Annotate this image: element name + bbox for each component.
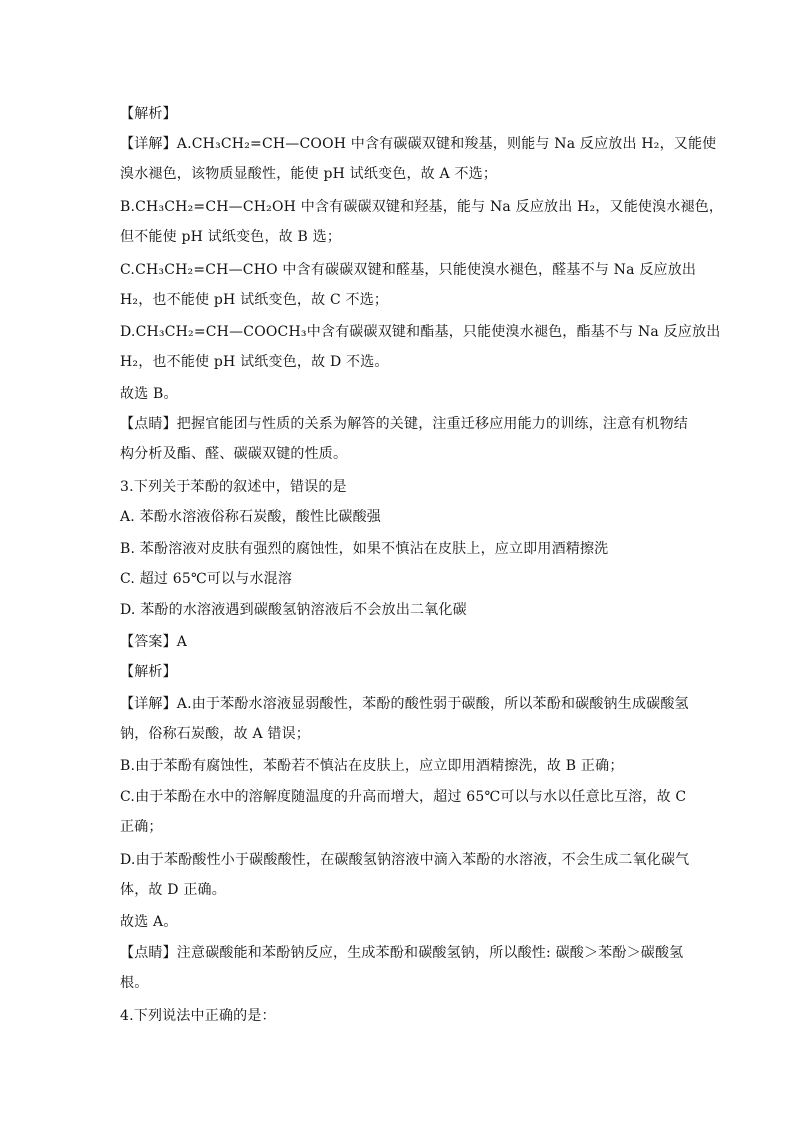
answer-choice-line: 故选 B。	[120, 386, 178, 402]
question-stem: 3.下列关于苯酚的叙述中，错误的是	[120, 479, 347, 495]
text-line: C.由于苯酚在水中的溶解度随温度的升高而增大，超过 65℃可以与水以任意比互溶，故 C	[120, 789, 687, 805]
text-line: 但不能使 pH 试纸变色，故 B 选；	[120, 229, 342, 245]
key-point-line: 【点睛】把握官能团与性质的关系为解答的关键，注重迁移应用能力的训练，注意有机物结	[120, 416, 688, 432]
text-line: 【详解】A.由于苯酚水溶液显弱酸性，苯酚的酸性弱于碳酸，所以苯酚和碳酸钠生成碳酸氢	[120, 696, 689, 712]
text-line: 根。	[120, 975, 149, 991]
text-line: 【详解】A.CH₃CH₂=CH—COOH 中含有碳碳双键和羧基，则能与 Na 反应放出 H₂，又能使	[120, 136, 717, 152]
option-a: A. 苯酚水溶液俗称石炭酸，酸性比碳酸强	[120, 509, 382, 525]
section-heading-analysis: 【解析】	[120, 664, 177, 680]
answer-choice-line: 故选 A。	[120, 914, 178, 930]
text-line: 体，故 D 正确。	[120, 882, 226, 898]
text-line: 钠，俗称石炭酸，故 A 错误；	[120, 726, 311, 742]
option-b: B. 苯酚溶液对皮肤有强烈的腐蚀性，如果不慎沾在皮肤上，应立即用酒精擦洗	[120, 541, 609, 557]
text-line: D.由于苯酚酸性小于碳酸酸性，在碳酸氢钠溶液中滴入苯酚的水溶液，不会生成二氧化碳气	[120, 852, 690, 868]
text-line: H₂，也不能使 pH 试纸变色，故 C 不选；	[120, 292, 389, 308]
text-line: D.CH₃CH₂=CH—COOCH₃中含有碳碳双键和酯基，只能使溴水褪色，酯基不与 Na 反应放出	[120, 324, 721, 340]
option-c: C. 超过 65℃可以与水混溶	[120, 571, 293, 587]
question-stem: 4.下列说法中正确的是：	[120, 1008, 276, 1024]
text-line: 正确；	[120, 819, 163, 835]
text-line: B.由于苯酚有腐蚀性，苯酚若不慎沾在皮肤上，应立即用酒精擦洗，故 B 正确；	[120, 758, 624, 774]
text-line: C.CH₃CH₂=CH—CHO 中含有碳碳双键和醛基，只能使溴水褪色，醛基不与 Na 反应放出	[120, 262, 697, 278]
text-line: B.CH₃CH₂=CH—CH₂OH 中含有碳碳双键和羟基，能与 Na 反应放出 H₂，又能使溴水褪色，	[120, 199, 724, 215]
section-heading-analysis: 【解析】	[120, 106, 177, 122]
option-d: D. 苯酚的水溶液遇到碳酸氢钠溶液后不会放出二氧化碳	[120, 602, 467, 618]
answer-line: 【答案】A	[120, 634, 188, 650]
text-line: H₂，也不能使 pH 试纸变色，故 D 不选。	[120, 354, 389, 370]
key-point-line: 【点睛】注意碳酸能和苯酚钠反应，生成苯酚和碳酸氢钠，所以酸性: 碳酸＞苯酚＞碳酸氢	[120, 945, 684, 961]
text-line: 溴水褪色，该物质显酸性，能使 pH 试纸变色，故 A 不选；	[120, 166, 498, 182]
text-line: 构分析及酯、醛、碳碳双键的性质。	[120, 446, 348, 462]
